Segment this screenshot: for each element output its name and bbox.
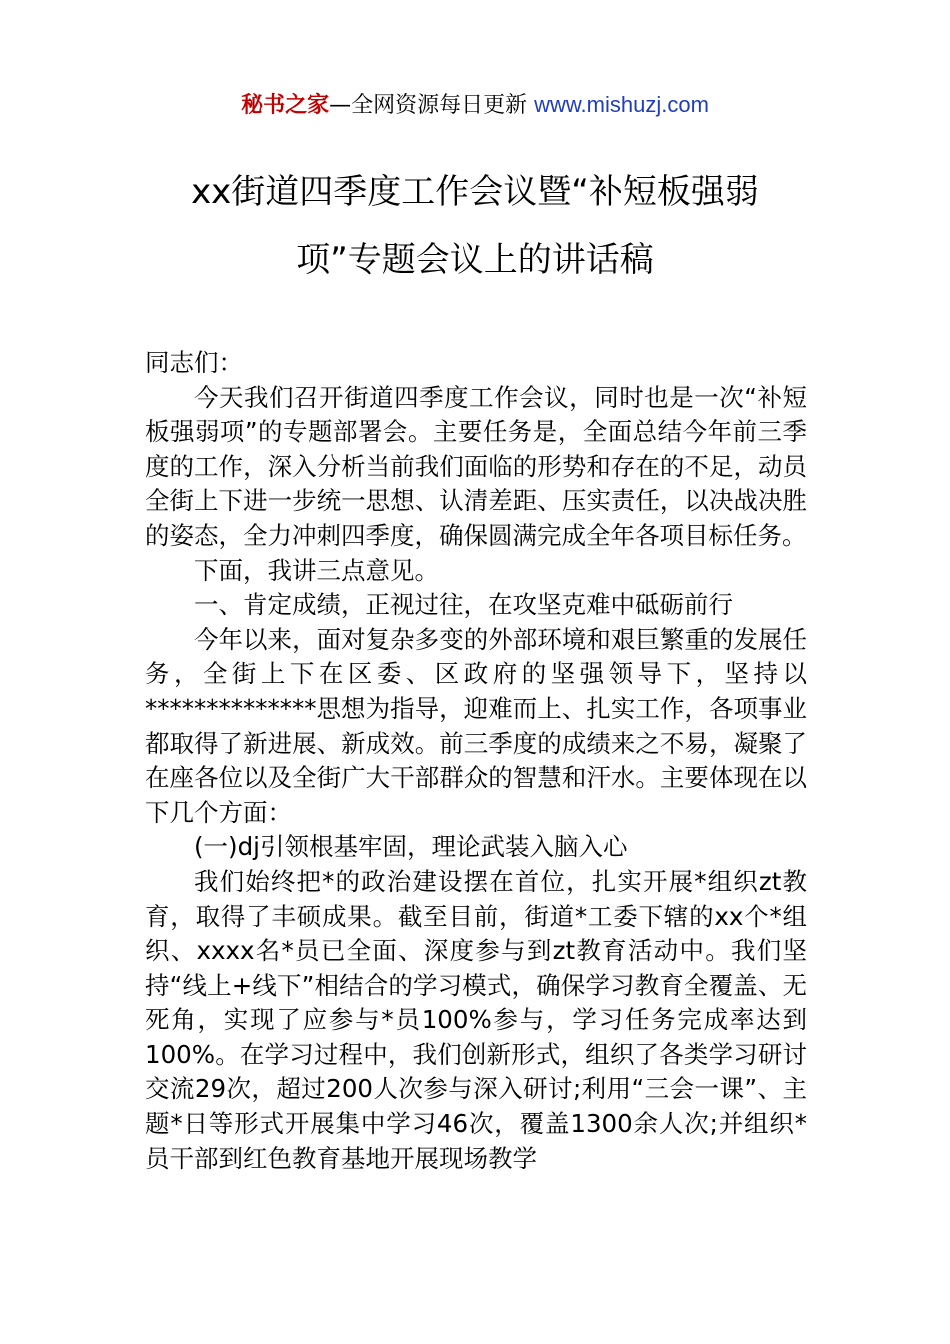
- section-heading-1: 一、肯定成绩，正视过往，在攻坚克难中砥砺前行: [194, 590, 733, 620]
- title-line-1: xx街道四季度工作会议暨“补短板强弱: [191, 172, 759, 212]
- paragraph-achievements: 今年以来，面对复杂多变的外部环境和艰巨繁重的发展任务，全街上下在区委、区政府的坚强领导下，坚持以**************思想为指导，迎难而上、扎实工作，各项事业都取得了新进展、新成效。前三季度的成绩来之不易，凝聚了在座各位以及全街广大干部群众的智慧和汗水。主要体现在以下几个方面：: [145, 624, 807, 827]
- subsection-heading-1: (一)dj引领根基牢固，理论武装入脑入心: [194, 832, 628, 862]
- title-line-2: 项”专题会议上的讲话稿: [296, 240, 654, 280]
- paragraph-party-education: 我们始终把*的政治建设摆在首位，扎实开展*组织zt教育，取得了丰硕成果。截至目前，街道*工委下辖的xx个*组织、xxxx名*员已全面、深度参与到zt教育活动中。我们坚持“线上+线下”相结合的学习模式，确保学习教育全覆盖、无死角，实现了应参与*员100%参与，学习任务完成率达到100%。在学习过程中，我们创新形式，组织了各类学习研讨交流29次，超过200人次参与深入研讨;利用“三会一课”、主题*日等形式开展集中学习46次，覆盖1300余人次;并组织*员干部到红色教育基地开展现场教学: [145, 866, 807, 1173]
- brand-name: 秘书之家: [241, 93, 330, 118]
- header-tagline: 全网资源每日更新: [351, 93, 528, 118]
- salutation: 同志们：: [145, 348, 243, 377]
- site-link[interactable]: www.mishuzj.com: [534, 92, 709, 117]
- document-title: [100, 158, 850, 294]
- paragraph-intro: 今天我们召开街道四季度工作会议，同时也是一次“补短板强弱项”的专题部署会。主要任务是，全面总结今年前三季度的工作，深入分析当前我们面临的形势和存在的不足，动员全街上下进一步统一思想、认清差距、压实责任，以决战决胜的姿态，全力冲刺四季度，确保圆满完成全年各项目标任务。: [145, 382, 807, 550]
- site-header: [0, 88, 950, 123]
- paragraph-outline: 下面，我讲三点意见。: [194, 555, 439, 585]
- header-separator: —: [329, 93, 352, 118]
- document-body: [145, 346, 807, 1176]
